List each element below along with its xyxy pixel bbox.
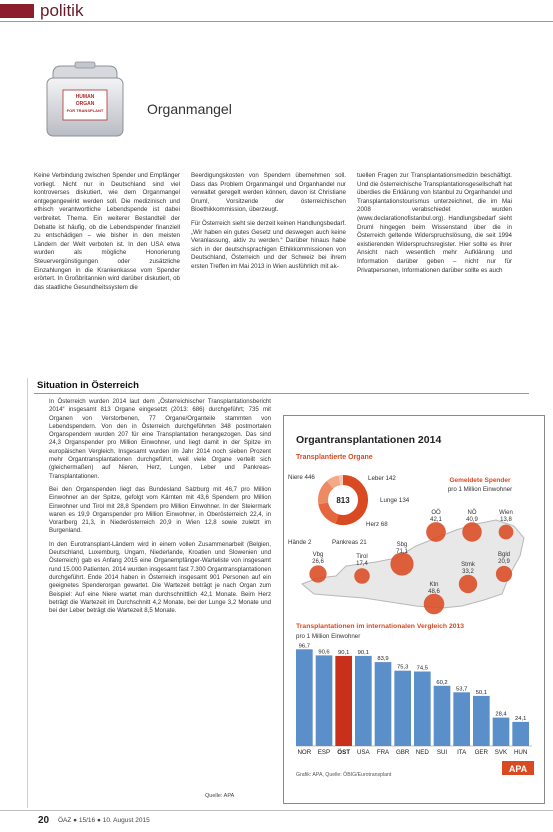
bar-value-label: 96,7 xyxy=(298,643,310,650)
bar-nor xyxy=(296,649,313,746)
bar-value-label: 83,9 xyxy=(377,656,389,663)
cooler-label-line2: ORGAN xyxy=(75,101,95,107)
donut-heading: Transplantierte Organe xyxy=(296,454,373,461)
bar-category-label: ÖST xyxy=(337,749,351,756)
bar-value-label: 24,1 xyxy=(515,715,527,722)
map-circle xyxy=(424,594,445,615)
bar-category-label: HUN xyxy=(513,749,528,756)
bar-subheading: pro 1 Million Einwohner xyxy=(296,633,361,640)
bar-category-label: ITA xyxy=(457,749,467,756)
bar-gbr xyxy=(394,671,411,746)
box-paragraph: Bei den Organspenden liegt das Bundesland Salzburg mit 46,7 pro Million Einwohner an der Spitze, gefolgt vom Kärnten mit 43,6 Spendern pro Million Einwohner und Tirol mit 28,8 Spendern pro Million Einwohner. In der Steiermark waren es 19,9 Organspender pro Million Einwohner, in Oberösterreich 22,4, in Vorarlberg 21,3, in Niederösterreich 20,9 in Wien 12,8 sowie zuletzt im Burgenland. xyxy=(49,485,271,535)
state-name: OÖ xyxy=(431,510,441,516)
map-circle xyxy=(426,522,446,542)
donut-slice-leber xyxy=(323,503,337,519)
apa-logo: APA xyxy=(508,764,528,774)
state-name: Wien xyxy=(499,510,513,516)
bar-value-label: 53,7 xyxy=(456,686,468,693)
bar-value-label: 90,1 xyxy=(338,649,350,656)
bar-value-label: 90,1 xyxy=(357,649,369,656)
footer-rule xyxy=(0,810,553,811)
state-name: Stmk xyxy=(461,562,475,568)
box-paragraph: In Österreich wurden 2014 laut dem „Österreichischer Transplantationsbericht 2014“ insgesamt 813 Organe eingesetzt (2013: 686) durchgeführt; 735 mit Organen von Verstorbenen, 77 Organe/Organteile stammten von Lebendspendern. Von den in Österreich durchgeführten 348 postmortalen Organspendern wurden 207 für eine Transplantation herangezogen. Das sind 24,3 Organspender pro Million Einwohner, und liegt damit in der Spitze im europäischen Vergleich. Insgesamt wurden im Jahr 2014 noch sieben Prozent mehr Organtransplantationen durchgeführt, weil viele Organe verteilt sich (gleichermaßen) auf Nieren, Herz, Lungen, Leber und Pankreas-Transplantationen. xyxy=(49,398,271,480)
organ-label: Lunge 134 xyxy=(380,497,410,504)
bar-ger xyxy=(473,696,490,746)
organ-label: Niere 446 xyxy=(288,474,315,481)
infographic xyxy=(283,415,545,804)
map-circle xyxy=(459,575,477,593)
box-text xyxy=(49,398,271,620)
box-left-rule xyxy=(27,378,28,808)
article-headline: Organmangel xyxy=(147,101,232,117)
article-paragraph: Für Österreich sieht sie derzeit keinen Handlungsbedarf. „Wir haben ein gutes Gesetz und deswegen auch keine Veranlassung, aktiv zu werden.“ Darüber hinaus habe sich in der deutschsprachigen Ethikkommissionen von Deutschland, Österreich und der Schweiz bei ihrem ersten Treffen im Mai 2013 in Wien ausführlich mit ak- xyxy=(191,219,346,270)
map-circle xyxy=(462,522,482,542)
bar-category-label: SUI xyxy=(436,749,448,756)
infographic-title: Organtransplantationen 2014 xyxy=(296,434,442,446)
article-paragraph: Beerdigungskosten von Spendern übernehmen soll. Dass das Problem Organmangel und Organhandel nur verwaltet geregelt werden können, davon ist Christiane Druml, Vorsitzende der österreichischen Bioethikkommission, überzeugt. xyxy=(191,172,346,214)
bar-category-label: FRA xyxy=(376,749,390,756)
organ-label: Pankreas 21 xyxy=(332,539,367,546)
donut-total: 813 xyxy=(336,496,350,505)
bar-category-label: USA xyxy=(356,749,370,756)
bar-esp xyxy=(316,655,333,746)
state-name: NÖ xyxy=(467,510,477,516)
bar-value-label: 74,5 xyxy=(416,665,428,672)
organ-cooler-image xyxy=(35,60,135,140)
state-value: 33,2 xyxy=(462,569,474,575)
map-circle xyxy=(499,525,514,540)
header-rule xyxy=(0,21,553,22)
bar-category-label: GER xyxy=(474,749,489,756)
bar-value-label: 28,4 xyxy=(495,711,507,718)
infographic-canvas xyxy=(284,416,544,803)
state-name: Sbg xyxy=(396,542,408,548)
article-column-2 xyxy=(191,172,346,277)
bar-value-label: 50,1 xyxy=(475,689,487,696)
footer-text: ÖAZ ● 15/16 ● 10. August 2015 xyxy=(58,817,150,824)
state-value: 20,9 xyxy=(498,559,510,565)
bar-hun xyxy=(512,722,529,746)
bar-ned xyxy=(414,672,431,747)
map-circle xyxy=(354,568,370,584)
organ-label: Leber 142 xyxy=(368,475,396,482)
organ-label: Herz 68 xyxy=(366,521,388,528)
cooler-label-line3: FOR TRANSPLANT xyxy=(66,108,104,113)
state-value: 71,1 xyxy=(396,549,408,555)
state-value: 26,6 xyxy=(312,559,324,565)
cooler-label-line1: HUMAN xyxy=(75,94,95,100)
map-heading: Gemeldete Spender xyxy=(449,477,511,484)
section-color-bar xyxy=(0,4,34,18)
bar-fra xyxy=(375,662,392,746)
bar-category-label: GBR xyxy=(395,749,410,756)
bar-chart xyxy=(296,643,532,756)
bar-value-label: 60,2 xyxy=(436,679,448,686)
donut-slice-herz xyxy=(330,480,339,484)
bar-öst xyxy=(335,656,352,746)
bar-value-label: 90,6 xyxy=(318,649,330,656)
state-name: Ktn xyxy=(429,582,439,588)
box-title: Situation in Österreich xyxy=(37,380,139,391)
donut-slice-lunge xyxy=(323,485,330,504)
map-circle xyxy=(309,565,326,582)
bar-category-label: NED xyxy=(415,749,429,756)
map-circle xyxy=(390,552,413,575)
infographic-source: Grafik: APA, Quelle: ÖBIG/Eurotransplant xyxy=(296,772,392,778)
state-value: 40,9 xyxy=(466,517,478,523)
bar-heading: Transplantationen im internationalen Vergleich 2013 xyxy=(296,623,465,630)
section-label: politik xyxy=(40,1,84,20)
page-number: 20 xyxy=(38,815,50,826)
bar-value-label: 75,3 xyxy=(397,664,409,671)
article-column-3 xyxy=(357,172,512,280)
bar-sui xyxy=(434,686,451,746)
article-paragraph: Keine Verbindung zwischen Spender und Empfänger vorliegt. Nicht nur in Deutschland sind viel kontroverses diskutiert, wie dem Organmangel entgegengewirkt werden soll. Die medizinisch und ethisch verantwortliche Lebendspende ist dabei verbreitet. Thema. Ein weiterer Bestandteil der Debatte ist häufig, ob die Lebendspender finanziell zu entschädigen – wie bisher in den meisten Ländern der Welt verboten ist. In den USA etwa wurden als mögliche Honorierung Steuervergünstigungen oder zusätzliche Einzahlungen in die Krankenkasse vom Spender erörtert. In Großbritannien wird darüber diskutiert, ob das staatliche Gesundheitssystem die xyxy=(34,172,180,291)
article-column-1 xyxy=(34,172,180,297)
state-name: Vbg xyxy=(312,552,324,558)
bar-category-label: ESP xyxy=(317,749,331,756)
box-source: Quelle: APA xyxy=(205,793,235,799)
bar-category-label: NOR xyxy=(297,749,312,756)
state-value: 17,4 xyxy=(356,561,368,567)
map-circle xyxy=(496,566,512,582)
state-value: 42,1 xyxy=(430,517,442,523)
bar-usa xyxy=(355,656,372,746)
article-paragraph: tuellen Fragen zur Transplantationsmedizin beschäftigt. Und die österreichische Transplantationsgesellschaft hat überdies die Erklärung von Istanbul zu Organhandel und Transplantationstourismus unterzeichnet, die im Mai 2008 verabschiedet wurden (www.declarationofistanbul.org). Handlungsbedarf sieht Druml hingegen beim Wissenstand über die in Österreich geltende Widerspruchslösung, die seit 1994 existierenden Widerspruchsregister. Hier sollte es ihrer Ansicht nach wesentlich mehr Aufklärung und Information darüber geben – nicht nur für Privatpersonen, Informationen darüber sollte es auch xyxy=(357,172,512,274)
box-title-rule xyxy=(34,393,529,394)
state-name: Tirol xyxy=(356,554,368,560)
organ-label: Hände 2 xyxy=(288,539,312,546)
state-value: 48,6 xyxy=(428,589,440,595)
bar-svk xyxy=(493,718,510,746)
box-paragraph: In den Eurotransplant-Ländern wird in einem vollen Zusammenarbeit (Belgien, Deutschland, Luxemburg, Ungarn, Niederlande, Kroatien und Slowenien und Österreich) gab es Anfang 2015 eine Organempfänger-Warteliste von insgesamt rund 15.000 Patienten. 2014 wurden insgesamt fast 7.300 Organtransplantationen durchgeführt. Ende 2014 haben in Österreich insgesamt 901 Personen auf ein geeignetes Spenderorgan gewartet. Die Wartezeit beträgt je nach Organ zum Beispiel: Auf eine Niere wartet man durchschnittlich 42,1 Monate. Beim Herz beträgt die Wartezeit im Durchschnitt 4,2 Monate, bei der Lunge 3,2 Monate und bei der Leber beträgt die Wartezeit 8,5 Monate. xyxy=(49,540,271,615)
state-name: Bgld xyxy=(497,552,511,558)
bar-category-label: SVK xyxy=(494,749,508,756)
bar-ita xyxy=(453,692,470,746)
state-value: 13,8 xyxy=(500,517,512,523)
map-subheading: pro 1 Million Einwohner xyxy=(447,486,513,493)
